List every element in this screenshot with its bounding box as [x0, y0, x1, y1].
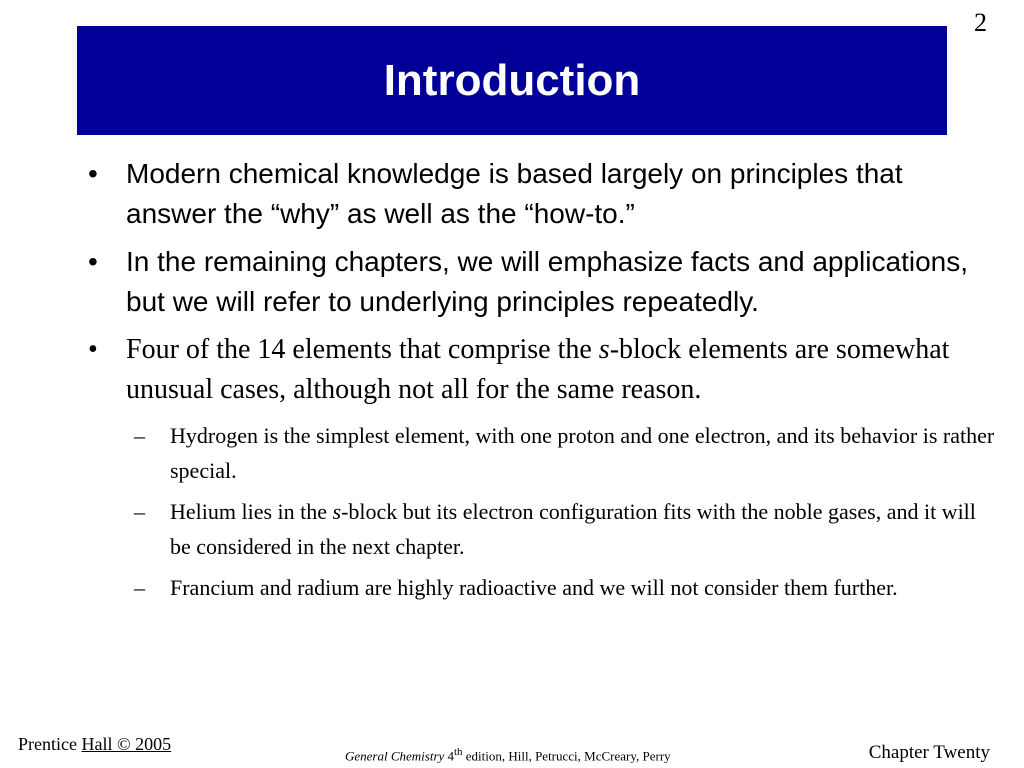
slide-title: Introduction	[383, 55, 641, 105]
italic-s: s	[598, 334, 610, 365]
sub-bullet-text: Hydrogen is the simplest element, with one proton and one electron, and its behavior is rather special.	[170, 423, 995, 483]
bullet-marker: •	[88, 334, 98, 365]
bullet-item	[88, 330, 998, 410]
footer-chapter: Chapter Twenty	[868, 742, 990, 763]
italic-s: s	[332, 499, 342, 524]
sub-bullet-item	[134, 494, 998, 564]
publisher-link[interactable]: Hall © 2005	[81, 734, 172, 754]
sub-bullet-item	[134, 570, 998, 605]
bullet-marker: •	[88, 158, 98, 189]
bullet-item	[88, 154, 998, 234]
bullet-text: In the remaining chapters, we will emphasize facts and applications, but we will refer to underlying principles repeatedly.	[126, 246, 968, 317]
bullet-text: Modern chemical knowledge is based largely on principles that answer the “why” as well as the “how-to.”	[126, 158, 903, 229]
bullet-marker: •	[88, 246, 98, 277]
slide-number: 2	[974, 8, 987, 37]
title-banner	[77, 26, 947, 135]
sub-bullet-text: Francium and radium are highly radioactive and we will not consider them further.	[170, 575, 898, 600]
sub-bullet-text: Helium lies in the s-block but its electron configuration fits with the noble gases, and it will be considered in the next chapter.	[170, 499, 976, 559]
sub-bullet-marker: –	[134, 423, 145, 448]
book-title: General Chemistry	[345, 748, 445, 764]
sub-bullet-marker: –	[134, 575, 145, 600]
bullet-text: Four of the 14 elements that comprise the s-block elements are somewhat unusual cases, although not all for the same reason.	[126, 334, 950, 405]
footer-book-citation: General Chemistry 4th edition, Hill, Petrucci, McCreary, Perry	[345, 746, 671, 764]
sub-bullet-item	[134, 418, 998, 488]
bullet-item	[88, 242, 998, 322]
slide-content	[88, 154, 998, 611]
sub-bullet-marker: –	[134, 499, 145, 524]
footer-publisher: Prentice Hall © 2005	[18, 734, 172, 754]
